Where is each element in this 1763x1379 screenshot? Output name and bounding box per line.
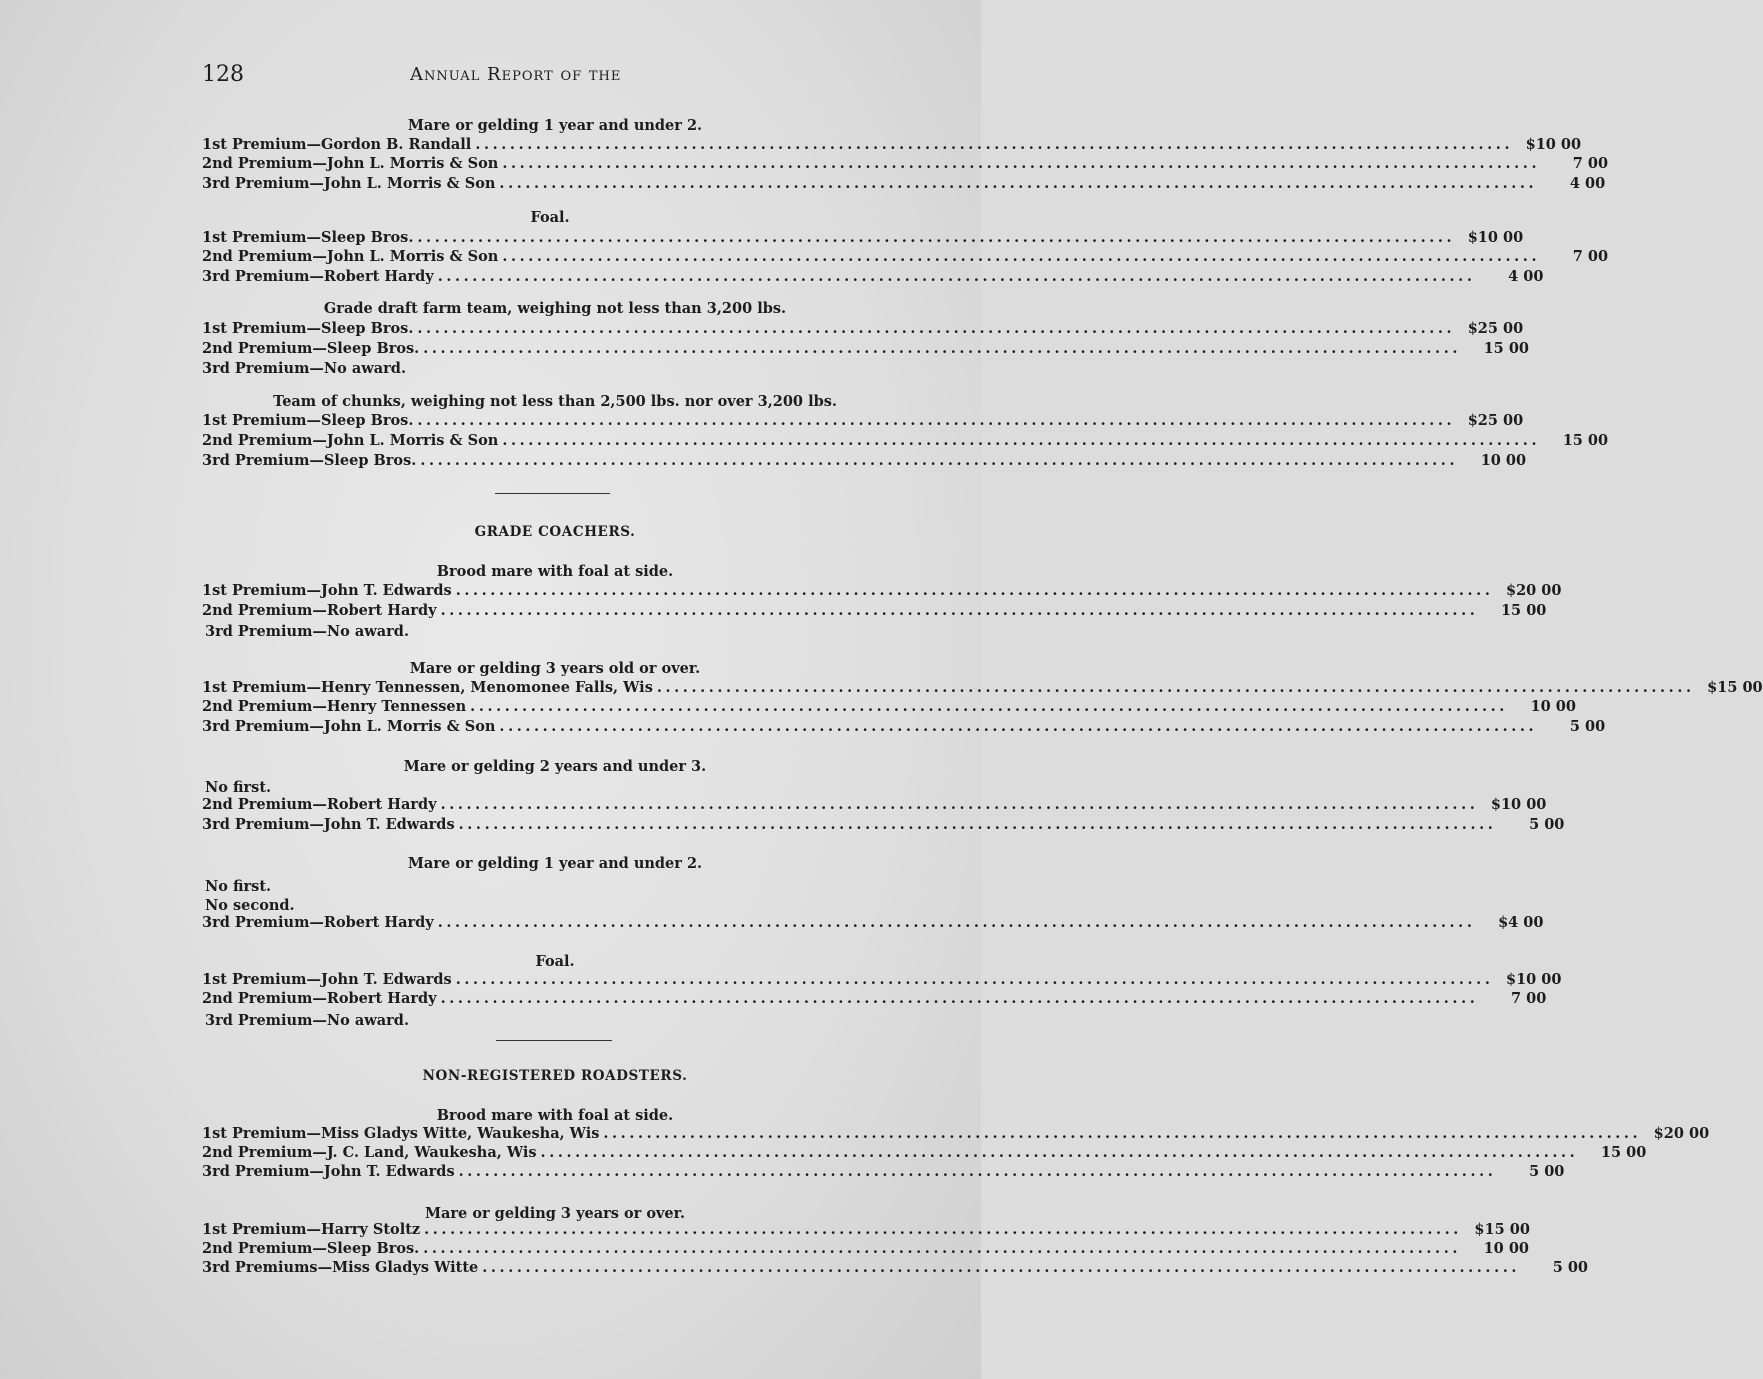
premium-amount: $15 00 — [1707, 679, 1763, 696]
premium-amount: 15 00 — [1500, 602, 1547, 619]
premium-amount: 5 00 — [1529, 816, 1565, 833]
premium-row — [202, 796, 1547, 816]
premium-amount: 15 00 — [1600, 1144, 1647, 1161]
leader-dots: ........................................................................................................................ — [502, 155, 1541, 172]
premium-amount: 10 00 — [1483, 1240, 1529, 1257]
section-heading: Foal. — [535, 953, 575, 970]
section-heading: Brood mare with foal at side. — [436, 563, 674, 580]
premium-amount: 15 00 — [1562, 432, 1609, 449]
leader-dots: ........................................................................................................................ — [482, 1259, 1521, 1276]
leader-dots: ........................................................................................................................ — [499, 175, 1538, 192]
premium-row — [202, 155, 1609, 175]
premium-label: 1st Premium—Sleep Bros. — [202, 320, 414, 337]
leader-dots: ........................................................................................................................ — [502, 432, 1541, 449]
section-heading: Brood mare with foal at side. — [436, 1107, 674, 1124]
premium-label: 2nd Premium—John L. Morris & Son — [202, 248, 499, 265]
leader-dots: ........................................................................................................................ — [417, 412, 1456, 429]
leader-dots: ........................................................................................................................ — [420, 452, 1459, 469]
premium-row — [202, 248, 1609, 268]
premium-amount: $10 00 — [1505, 971, 1562, 988]
leader-dots: ........................................................................................................................ — [458, 816, 1497, 833]
premium-row — [202, 268, 1544, 288]
premium-label: 3rd Premium—John T. Edwards — [202, 1163, 455, 1180]
leader-dots: ........................................................................................................................ — [455, 582, 1494, 599]
no-first-note: No first. — [205, 878, 272, 895]
premium-label: 1st Premium—Harry Stoltz — [202, 1221, 421, 1238]
premium-row — [202, 990, 1547, 1010]
leader-dots: ........................................................................................................................ — [423, 1240, 1461, 1257]
leader-dots: ........................................................................................................................ — [440, 990, 1479, 1007]
section-divider — [496, 1040, 612, 1041]
no-award-note: 3rd Premium—No award. — [205, 1012, 409, 1029]
premium-label: 2nd Premium—Sleep Bros. — [202, 340, 420, 357]
section-heading: Mare or gelding 1 year and under 2. — [407, 855, 703, 872]
premium-row — [202, 175, 1606, 195]
major-heading: GRADE COACHERS. — [474, 524, 636, 540]
premium-amount: 7 00 — [1511, 990, 1547, 1007]
section-heading: Mare or gelding 1 year and under 2. — [407, 117, 703, 134]
premium-row — [202, 432, 1609, 452]
premium-row — [202, 320, 1524, 340]
premium-row — [202, 1163, 1565, 1183]
page-header — [202, 62, 702, 88]
leader-dots: ........................................................................................................................ — [475, 136, 1514, 153]
premium-row — [202, 1125, 1710, 1145]
premium-label: 2nd Premium—Henry Tennessen — [202, 698, 467, 715]
leader-dots: ........................................................................................................................ — [656, 679, 1695, 696]
premium-amount: 7 00 — [1572, 155, 1609, 172]
premium-amount: 10 00 — [1530, 698, 1576, 715]
page-number: 128 — [202, 62, 244, 87]
leader-dots: ........................................................................................................................ — [424, 1221, 1462, 1238]
premium-label: 3rd Premium—Robert Hardy — [202, 268, 434, 285]
section-heading: Mare or gelding 3 years or over. — [424, 1205, 686, 1222]
leader-dots: ........................................................................................................................ — [417, 320, 1456, 337]
premium-row — [202, 1221, 1530, 1241]
premium-amount: $20 00 — [1653, 1125, 1710, 1142]
premium-amount: $15 00 — [1474, 1221, 1530, 1238]
premium-label: 2nd Premium—J. C. Land, Waukesha, Wis — [202, 1144, 537, 1161]
premium-label: 2nd Premium—Sleep Bros. — [202, 1240, 420, 1257]
leader-dots: ........................................................................................................................ — [499, 718, 1538, 735]
premium-label: 3rd Premium—John L. Morris & Son — [202, 175, 496, 192]
premium-row — [202, 698, 1576, 718]
premium-row — [202, 452, 1527, 472]
premium-row — [202, 229, 1524, 249]
premium-row — [202, 816, 1565, 836]
premium-label: 3rd Premiums—Miss Gladys Witte — [202, 1259, 479, 1276]
no-award-note: 3rd Premium—No award. — [202, 360, 406, 377]
premium-label: 1st Premium—Miss Gladys Witte, Waukesha, Wis — [202, 1125, 600, 1142]
premium-label: 1st Premium—Gordon B. Randall — [202, 136, 472, 153]
leader-dots: ........................................................................................................................ — [423, 340, 1461, 357]
premium-row — [202, 412, 1524, 432]
section-heading: Foal. — [530, 209, 570, 226]
premium-label: 1st Premium—John T. Edwards — [202, 582, 452, 599]
premium-amount: $10 00 — [1525, 136, 1582, 153]
premium-label: 2nd Premium—Robert Hardy — [202, 796, 437, 813]
premium-amount: $10 00 — [1490, 796, 1547, 813]
premium-label: 3rd Premium—Robert Hardy — [202, 914, 434, 931]
no-second-note: No second. — [205, 897, 295, 914]
premium-amount: $25 00 — [1467, 320, 1524, 337]
leader-dots: ........................................................................................................................ — [437, 268, 1476, 285]
premium-amount: $10 00 — [1467, 229, 1524, 246]
leader-dots: ........................................................................................................................ — [440, 602, 1479, 619]
premium-label: 1st Premium—Sleep Bros. — [202, 229, 414, 246]
premium-amount: $25 00 — [1467, 412, 1524, 429]
premium-row — [202, 679, 1763, 699]
leader-dots: ........................................................................................................................ — [458, 1163, 1497, 1180]
premium-label: 3rd Premium—John T. Edwards — [202, 816, 455, 833]
premium-amount: 4 00 — [1508, 268, 1544, 285]
leader-dots: ........................................................................................................................ — [470, 698, 1508, 715]
running-head: Annual Report of the — [410, 64, 622, 85]
premium-row — [202, 1259, 1589, 1279]
premium-amount: $20 00 — [1505, 582, 1562, 599]
premium-row — [202, 1144, 1647, 1164]
section-heading: Mare or gelding 3 years old or over. — [409, 660, 701, 677]
section-heading: Team of chunks, weighing not less than 2,500 lbs. nor over 3,200 lbs. — [273, 393, 837, 410]
section-divider — [495, 493, 610, 494]
premium-amount: 15 00 — [1483, 340, 1529, 357]
premium-row — [202, 718, 1606, 738]
leader-dots: ........................................................................................................................ — [540, 1144, 1579, 1161]
premium-row — [202, 1240, 1529, 1260]
premium-label: 3rd Premium—Sleep Bros. — [202, 452, 417, 469]
premium-amount: 4 00 — [1569, 175, 1606, 192]
premium-amount: 5 00 — [1552, 1259, 1589, 1276]
premium-label: 2nd Premium—Robert Hardy — [202, 990, 437, 1007]
leader-dots: ........................................................................................................................ — [502, 248, 1541, 265]
leader-dots: ........................................................................................................................ — [440, 796, 1479, 813]
leader-dots: ........................................................................................................................ — [417, 229, 1456, 246]
premium-amount: 5 00 — [1569, 718, 1606, 735]
premium-row — [202, 602, 1547, 622]
premium-amount: $4 00 — [1498, 914, 1544, 931]
premium-label: 2nd Premium—John L. Morris & Son — [202, 155, 499, 172]
premium-amount: 7 00 — [1572, 248, 1609, 265]
premium-label: 2nd Premium—Robert Hardy — [202, 602, 437, 619]
premium-label: 1st Premium—Sleep Bros. — [202, 412, 414, 429]
premium-row — [202, 582, 1562, 602]
premium-amount: 5 00 — [1529, 1163, 1565, 1180]
premium-label: 2nd Premium—John L. Morris & Son — [202, 432, 499, 449]
no-award-note: 3rd Premium—No award. — [205, 623, 409, 640]
premium-label: 1st Premium—Henry Tennessen, Menomonee Falls, Wis — [202, 679, 653, 696]
premium-amount: 10 00 — [1480, 452, 1527, 469]
section-heading: Grade draft farm team, weighing not less than 3,200 lbs. — [323, 300, 787, 317]
premium-label: 1st Premium—John T. Edwards — [202, 971, 452, 988]
premium-row — [202, 914, 1544, 934]
major-heading: NON-REGISTERED ROADSTERS. — [422, 1068, 688, 1084]
premium-row — [202, 971, 1562, 991]
leader-dots: ........................................................................................................................ — [437, 914, 1476, 931]
premium-label: 3rd Premium—John L. Morris & Son — [202, 718, 496, 735]
no-first-note: No first. — [205, 779, 272, 796]
leader-dots: ........................................................................................................................ — [455, 971, 1494, 988]
premium-row — [202, 340, 1529, 360]
section-heading: Mare or gelding 2 years and under 3. — [403, 758, 707, 775]
leader-dots: ........................................................................................................................ — [603, 1125, 1642, 1142]
premium-row — [202, 136, 1582, 156]
